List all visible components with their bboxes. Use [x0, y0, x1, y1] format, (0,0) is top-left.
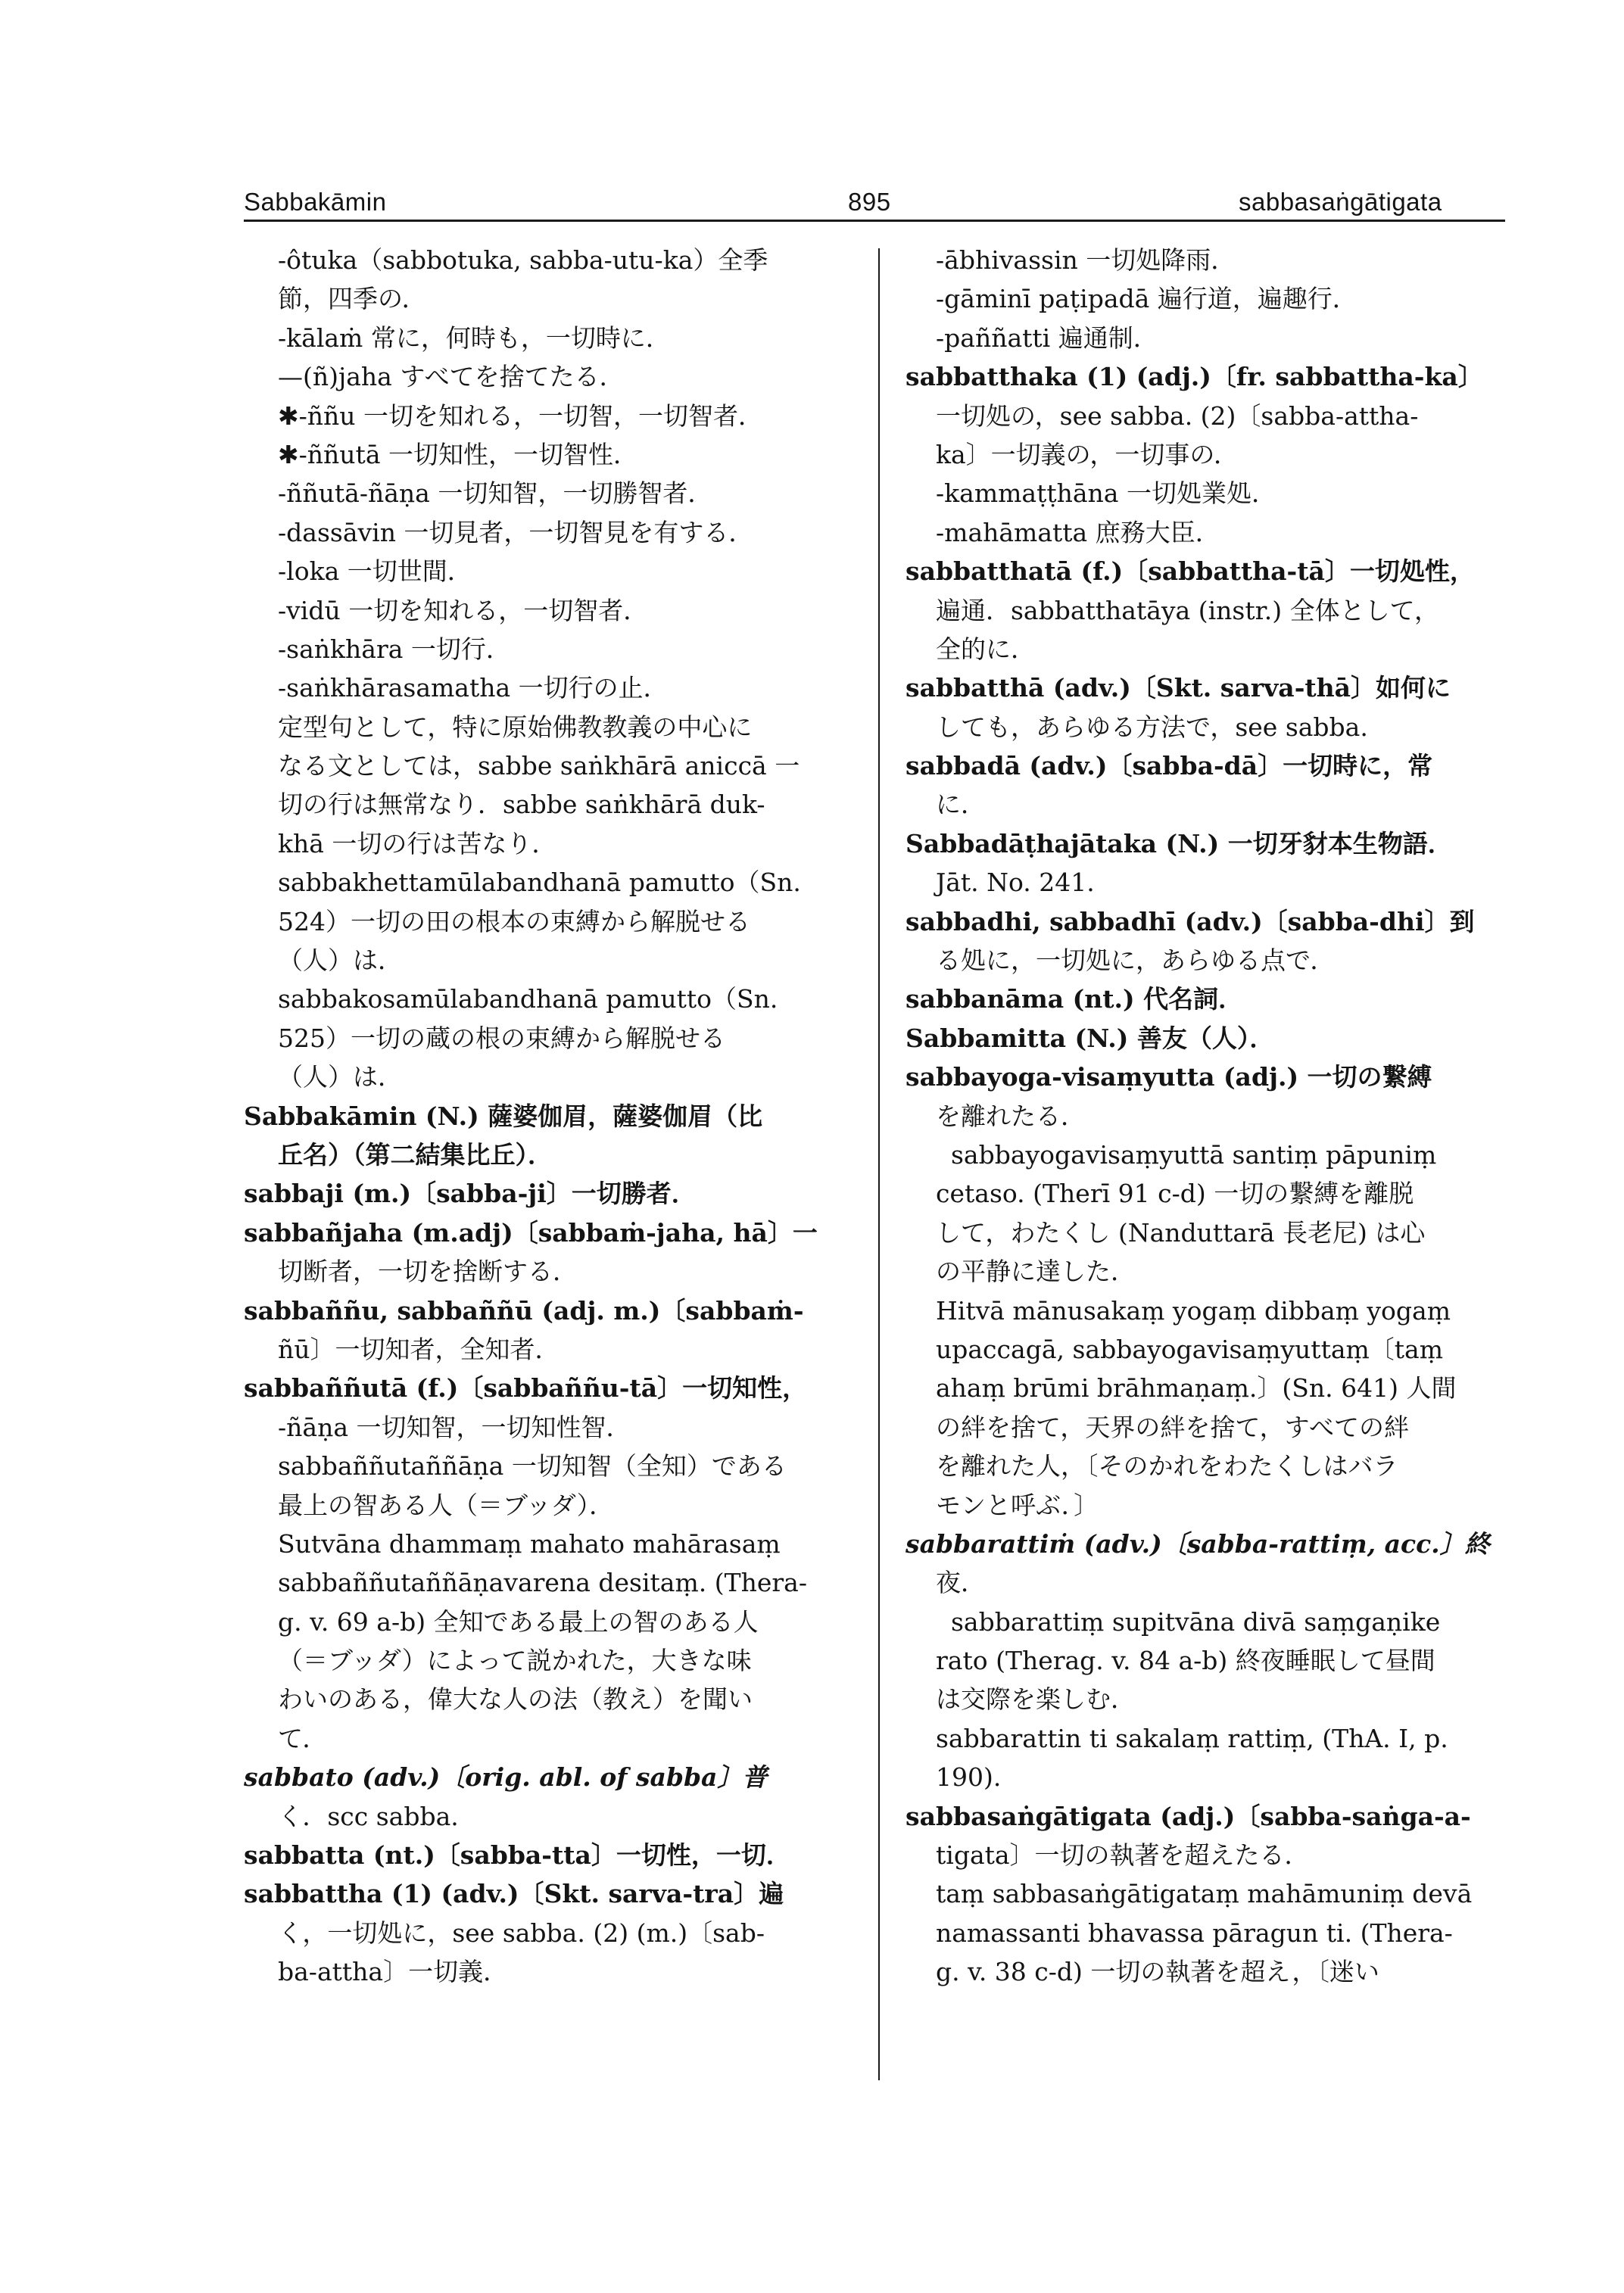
entry-text-line: namassanti bhavassa pāragun ti. (Thera-	[936, 1918, 1453, 1948]
entry-text-line: の絆を捨て，天界の絆を捨て，すべての絆	[936, 1412, 1410, 1442]
entry-headword-line: sabbadhi, sabbadhī (adv.)〔sabba-dhi〕到	[906, 906, 1475, 936]
entry-text-line: -mahāmatta 庶務大臣．	[936, 517, 1220, 547]
entry-headword-line: sabbasaṅgātigata (adj.)〔sabba-saṅga-a-	[906, 1801, 1471, 1831]
entry-text-line: を離れた人，〔そのかれをわたくしはバラ	[936, 1451, 1398, 1481]
entry-text-line: khā 一切の行は苦なり．	[278, 828, 557, 858]
entry-text-line: 定型句として，特に原始佛教教義の中心に	[278, 712, 753, 742]
entry-text-line: 524）一切の田の根本の束縛から解脱せる	[278, 906, 750, 936]
column-divider	[878, 248, 880, 2080]
entry-text-line: （＝ブッダ）によって説かれた，大きな味	[278, 1646, 752, 1676]
entry-text-line: 遍通．sabbatthatāya (instr.) 全体として，	[936, 595, 1439, 625]
entry-text-line: ✱-ññu 一切を知れる，一切智，一切智者．	[278, 400, 764, 431]
entry-text-line: Sutvāna dhammaṃ mahato mahārasaṃ	[278, 1528, 781, 1559]
entry-text-line: -loka 一切世間．	[278, 556, 472, 587]
entry-text-line: を離れたる．	[936, 1101, 1086, 1131]
entry-text-line: 一切処の，see sabba. (2)〔sabba-attha-	[936, 400, 1419, 431]
running-head-right: sabbasaṅgātigata	[1239, 188, 1442, 216]
entry-headword-line: Sabbakāmin (N.) 薩婆伽眉，薩婆伽眉（比	[244, 1101, 763, 1131]
page-number: 895	[848, 188, 891, 216]
entry-text-line: -kammaṭṭhāna 一切処業処．	[936, 478, 1276, 509]
entry-text-line: sabbarattiṃ supitvāna divā saṃgaṇike	[951, 1606, 1441, 1637]
entry-text-line: Jāt. No. 241.	[936, 868, 1095, 898]
entry-text-line: しても，あらゆる方法で，see sabba.	[936, 712, 1368, 742]
entry-headword-line: sabbato (adv.)〔orig. abl. of sabba〕普	[244, 1762, 768, 1793]
entry-text-line: 夜．	[936, 1568, 986, 1598]
entry-text-line: upaccagā, sabbayogavisaṃyuttaṃ〔taṃ	[936, 1334, 1444, 1364]
entry-text-line: -gāminī paṭipadā 遍行道，遍趣行．	[936, 284, 1357, 314]
entry-headword-line: sabbayoga-visaṃyutta (adj.) 一切の繋縛	[906, 1062, 1432, 1092]
entry-text-line: る処に，一切処に，あらゆる点で．	[936, 946, 1336, 976]
entry-text-line: の平静に達した．	[936, 1257, 1136, 1287]
entry-text-line: モンと呼ぶ．〕	[936, 1490, 1099, 1520]
entry-text-line: く，一切処に，see sabba. (2) (m.)〔sab-	[278, 1918, 765, 1948]
entry-headword-line: sabbaññutā (f.)〔sabbaññu-tā〕一切知性，	[244, 1373, 808, 1404]
entry-text-line: て．	[278, 1723, 328, 1753]
entry-text-line: ba-attha〕一切義．	[278, 1957, 509, 1987]
entry-text-line: く．scc sabba.	[278, 1801, 459, 1831]
running-head-left: Sabbakāmin	[244, 188, 387, 216]
entry-headword-line: sabbadā (adv.)〔sabba-dā〕一切時に，常	[906, 751, 1433, 781]
entry-text-line: 525）一切の蔵の根の束縛から解脱せる	[278, 1023, 725, 1053]
entry-headword-line: Sabbadāṭhajātaka (N.) 一切牙豺本生物語．	[906, 828, 1453, 858]
entry-headword-line: Sabbamitta (N.) 善友（人）．	[906, 1023, 1275, 1053]
entry-text-line: rato (Therag. v. 84 a-b) 終夜睡眠して昼間	[936, 1646, 1435, 1676]
entry-text-line: ahaṃ brūmi brāhmaṇaṃ.〕(Sn. 641) 人間	[936, 1373, 1457, 1404]
entry-text-line: 切の行は無常なり．sabbe saṅkhārā duk-	[278, 790, 765, 820]
entry-text-line: —(ñ)jaha すべてを捨てたる．	[278, 362, 625, 392]
entry-text-line: 全的に．	[936, 634, 1036, 664]
entry-text-line: ✱-ññutā 一切知性，一切智性．	[278, 439, 638, 469]
entry-text-line: なる文としては，sabbe saṅkhārā aniccā 一	[278, 751, 800, 781]
entry-text-line: Hitvā mānusakaṃ yogaṃ dibbaṃ yogaṃ	[936, 1295, 1451, 1326]
entry-text-line: （人）は．	[278, 946, 403, 976]
entry-headword-line: sabbatthā (adv.)〔Skt. sarva-thā〕如何に	[906, 673, 1451, 703]
entry-headword-line: sabbaji (m.)〔sabba-ji〕一切勝者．	[244, 1179, 697, 1209]
entry-text-line: -ôtuka（sabbotuka, sabba-utu-ka）全季	[278, 245, 768, 275]
entry-text-line: -dassāvin 一切見者，一切智見を有する．	[278, 517, 754, 547]
entry-text-line: -ññutā-ñāṇa 一切知智，一切勝智者．	[278, 478, 713, 509]
entry-text-line: g. v. 69 a-b) 全知である最上の智のある人	[278, 1606, 759, 1637]
entry-text-line: -ñāṇa 一切知智，一切知性智．	[278, 1412, 631, 1442]
right-column	[906, 241, 1511, 1992]
entry-text-line: ka〕一切義の，一切事の．	[936, 439, 1239, 469]
entry-text-line: sabbaññutaññāṇa 一切知智（全知）である	[278, 1451, 787, 1481]
entry-text-line: cetaso. (Therī 91 c-d) 一切の繋縛を離脱	[936, 1179, 1414, 1209]
header-rule	[244, 220, 1505, 222]
entry-headword-line: sabbaññu, sabbaññū (adj. m.)〔sabbaṁ-	[244, 1295, 804, 1326]
entry-text-line: に．	[936, 790, 986, 820]
entry-text-line: tigata〕一切の執著を超えたる．	[936, 1840, 1310, 1871]
entry-text-line: ñū〕一切知者，全知者．	[278, 1334, 560, 1364]
entry-text-line: sabbarattin ti sakalaṃ rattiṃ, (ThA. I, p.	[936, 1723, 1448, 1753]
entry-headword-line: sabbatta (nt.)〔sabba-tta〕一切性，一切．	[244, 1840, 791, 1871]
entry-text-line: g. v. 38 c-d) 一切の執著を超え，〔迷い	[936, 1957, 1379, 1987]
entry-text-line: わいのある，偉大な人の法（教え）を聞い	[278, 1684, 753, 1715]
entry-text-line: -ābhivassin 一切処降雨．	[936, 245, 1236, 275]
entry-headword-line: sabbañjaha (m.adj)〔sabbaṁ-jaha, hā〕一	[244, 1217, 818, 1248]
entry-text-line: して，わたくし (Nanduttarā 長老尼) は心	[936, 1217, 1426, 1248]
entry-headword-line: sabbarattiṁ (adv.)〔sabba-rattiṃ, acc.〕終	[906, 1528, 1490, 1559]
entry-text-line: taṃ sabbasaṅgātigataṃ mahāmuniṃ devā	[936, 1879, 1473, 1909]
entry-text-line: -vidū 一切を知れる，一切智者．	[278, 595, 649, 625]
entry-text-line: 190).	[936, 1762, 1002, 1793]
entry-headword-line: sabbattha (1) (adv.)〔Skt. sarva-tra〕遍	[244, 1879, 784, 1909]
entry-headword-line: sabbanāma (nt.) 代名詞．	[906, 984, 1244, 1014]
entry-headword-line: 丘名）（第二結集比丘）．	[278, 1139, 553, 1170]
entry-text-line: sabbakosamūlabandhanā pamutto（Sn.	[278, 984, 778, 1014]
left-column	[244, 241, 853, 1992]
entry-text-line: -saṅkhārasamatha 一切行の止．	[278, 673, 669, 703]
entry-text-line: 切断者，一切を捨断する．	[278, 1257, 578, 1287]
entry-text-line: 節，四季の．	[278, 284, 427, 314]
entry-text-line: sabbaññutaññāṇavarena desitaṃ. (Thera-	[278, 1568, 807, 1598]
entry-text-line: -kālaṁ 常に，何時も，一切時に．	[278, 322, 671, 353]
entry-text-line: （人）は．	[278, 1062, 403, 1092]
entry-headword-line: sabbatthaka (1) (adj.)〔fr. sabbattha-ka〕	[906, 362, 1483, 392]
entry-text-line: は交際を楽しむ．	[936, 1684, 1136, 1715]
entry-text-line: sabbakhettamūlabandhanā pamutto（Sn.	[278, 868, 801, 898]
entry-text-line: -saṅkhāra 一切行．	[278, 634, 511, 664]
entry-text-line: sabbayogavisaṃyuttā santiṃ pāpuniṃ	[951, 1139, 1437, 1170]
entry-headword-line: sabbatthatā (f.)〔sabbattha-tā〕一切処性，	[906, 556, 1475, 587]
entry-text-line: 最上の智ある人（＝ブッダ）．	[278, 1490, 615, 1520]
entry-text-line: -paññatti 遍通制．	[936, 322, 1158, 353]
